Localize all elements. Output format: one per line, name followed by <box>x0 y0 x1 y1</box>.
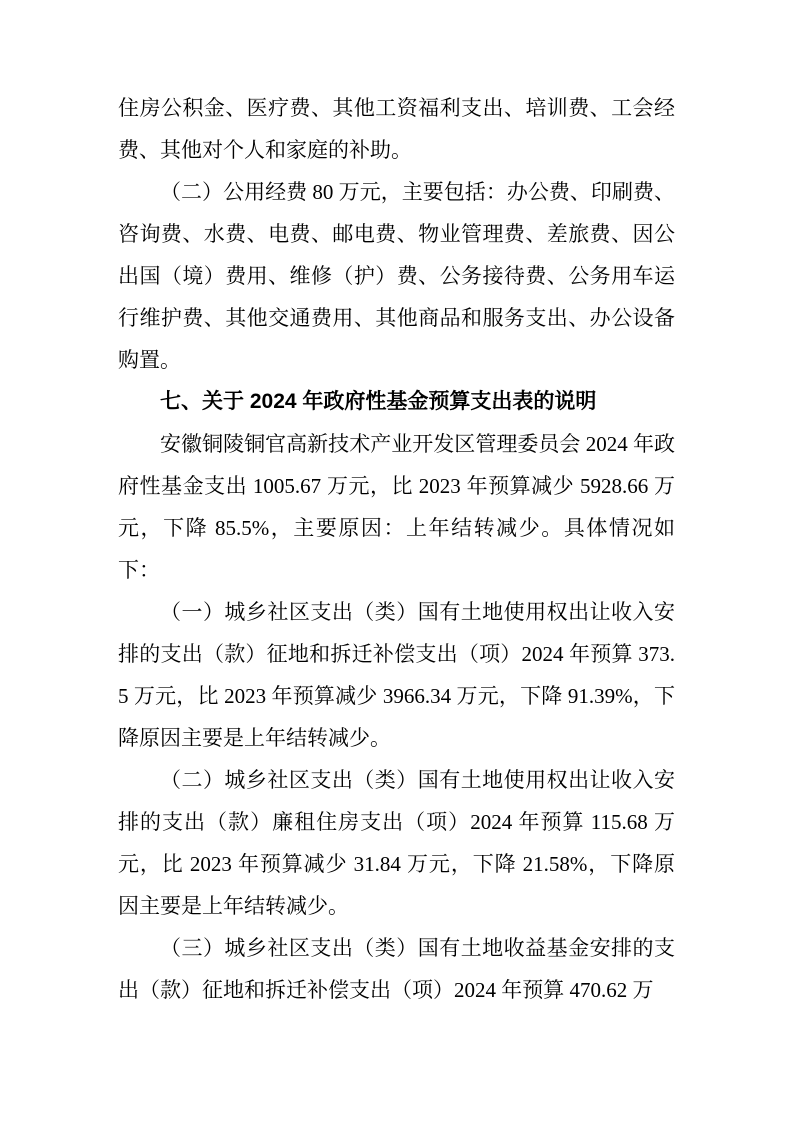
body-paragraph: （三）城乡社区支出（类）国有土地收益基金安排的支出（款）征地和拆迁补偿支出（项）2024 年预算 470.62 万 <box>118 936 675 1002</box>
body-paragraph: （一）城乡社区支出（类）国有土地使用权出让收入安排的支出（款）征地和拆迁补偿支出（项）2024 年预算 373.5 万元，比 2023 年预算减少 3966.34 万元，下降 91.39%，下降原因主要是上年结转减少。 <box>118 600 675 750</box>
body-paragraph: 安徽铜陵铜官高新技术产业开发区管理委员会 2024 年政府性基金支出 1005.67 万元，比 2023 年预算减少 5928.66 万元，下降 85.5%，主要原因：上年结转减少。具体情况如下： <box>118 432 675 582</box>
body-paragraph: （二）公用经费 80 万元，主要包括：办公费、印刷费、咨询费、水费、电费、邮电费、物业管理费、差旅费、因公出国（境）费用、维修（护）费、公务接待费、公务用车运行维护费、其他交通费用、其他商品和服务支出、办公设备购置。 <box>118 180 675 372</box>
section-heading: 七、关于 2024 年政府性基金预算支出表的说明 <box>160 390 597 413</box>
body-paragraph: 住房公积金、医疗费、其他工资福利支出、培训费、工会经费、其他对个人和家庭的补助。 <box>118 96 675 162</box>
body-paragraph: （二）城乡社区支出（类）国有土地使用权出让收入安排的支出（款）廉租住房支出（项）2024 年预算 115.68 万元，比 2023 年预算减少 31.84 万元，下降 21.58%，下降原因主要是上年结转减少。 <box>118 768 675 918</box>
